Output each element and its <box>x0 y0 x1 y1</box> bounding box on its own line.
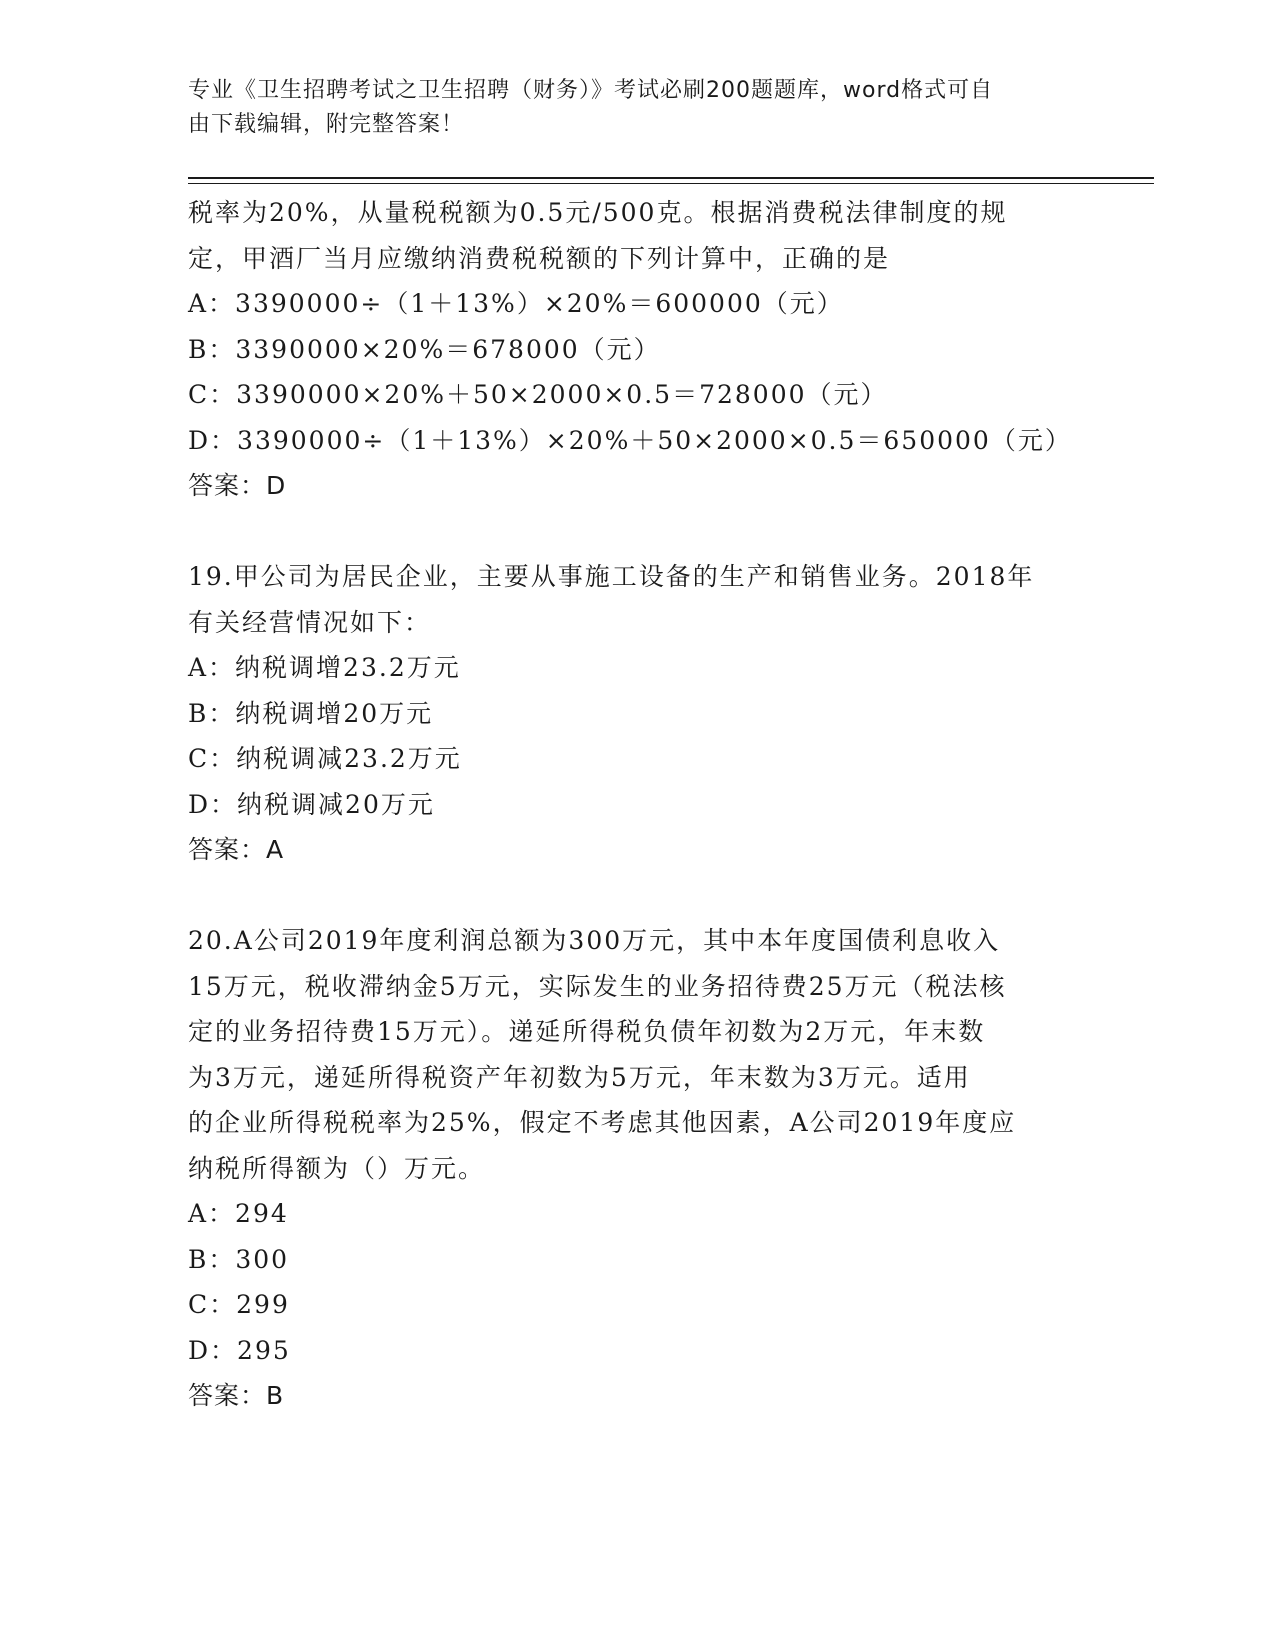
option-a: A：294 <box>188 1199 289 1228</box>
header-divider-thick <box>188 177 1154 179</box>
header-line-1: 专业《卫生招聘考试之卫生招聘（财务）》考试必刷200题题库，word格式可自 <box>188 78 994 103</box>
option-c: C：299 <box>188 1290 290 1319</box>
option-c: C：纳税调减23.2万元 <box>188 744 462 773</box>
question-stem-line: 15万元，税收滞纳金5万元，实际发生的业务招待费25万元（税法核 <box>188 971 1007 1001</box>
spacer <box>188 873 1088 919</box>
option-d: D：纳税调减20万元 <box>188 789 435 819</box>
option-d: D：3390000÷（1＋13%）×20%＋50×2000×0.5＝650000（元） <box>188 425 1072 455</box>
header-divider-thin <box>188 183 1154 184</box>
answer-label: 答案：B <box>188 1381 285 1410</box>
spacer <box>188 509 1088 555</box>
answer-label: 答案：D <box>188 471 287 500</box>
question-stem-line: 19.甲公司为居民企业，主要从事施工设备的生产和销售业务。2018年 <box>188 562 1035 591</box>
document-body <box>188 190 1088 1419</box>
question-stem-line: 20.A公司2019年度利润总额为300万元，其中本年度国债利息收入 <box>188 926 1001 955</box>
option-b: B：300 <box>188 1244 290 1274</box>
option-b: B：3390000×20%＝678000（元） <box>188 334 661 364</box>
question-stem-line: 税率为20%，从量税税额为0.5元/500克。根据消费税法律制度的规 <box>188 198 1008 227</box>
question-20 <box>188 918 1088 1419</box>
option-d: D：295 <box>188 1335 291 1365</box>
question-stem-line: 定，甲酒厂当月应缴纳消费税税额的下列计算中，正确的是 <box>188 243 891 273</box>
header-line-2: 由下载编辑，附完整答案！ <box>188 112 465 137</box>
question-stem-line: 纳税所得额为（）万元。 <box>188 1153 486 1183</box>
question-stem-line: 定的业务招待费15万元）。递延所得税负债年初数为2万元，年末数 <box>188 1017 986 1046</box>
option-c: C：3390000×20%＋50×2000×0.5＝728000（元） <box>188 380 888 409</box>
document-header <box>188 74 1068 142</box>
answer-label: 答案：A <box>188 835 285 864</box>
question-18 <box>188 190 1088 509</box>
question-stem-line: 有关经营情况如下： <box>188 607 432 637</box>
question-19 <box>188 554 1088 873</box>
option-a: A：纳税调增23.2万元 <box>188 653 461 682</box>
question-stem-line: 的企业所得税税率为25%，假定不考虑其他因素，A公司2019年度应 <box>188 1108 1017 1137</box>
question-stem-line: 为3万元，递延所得税资产年初数为5万元，年末数为3万元。适用 <box>188 1062 971 1092</box>
option-b: B：纳税调增20万元 <box>188 698 434 728</box>
option-a: A：3390000÷（1＋13%）×20%＝600000（元） <box>188 289 844 318</box>
